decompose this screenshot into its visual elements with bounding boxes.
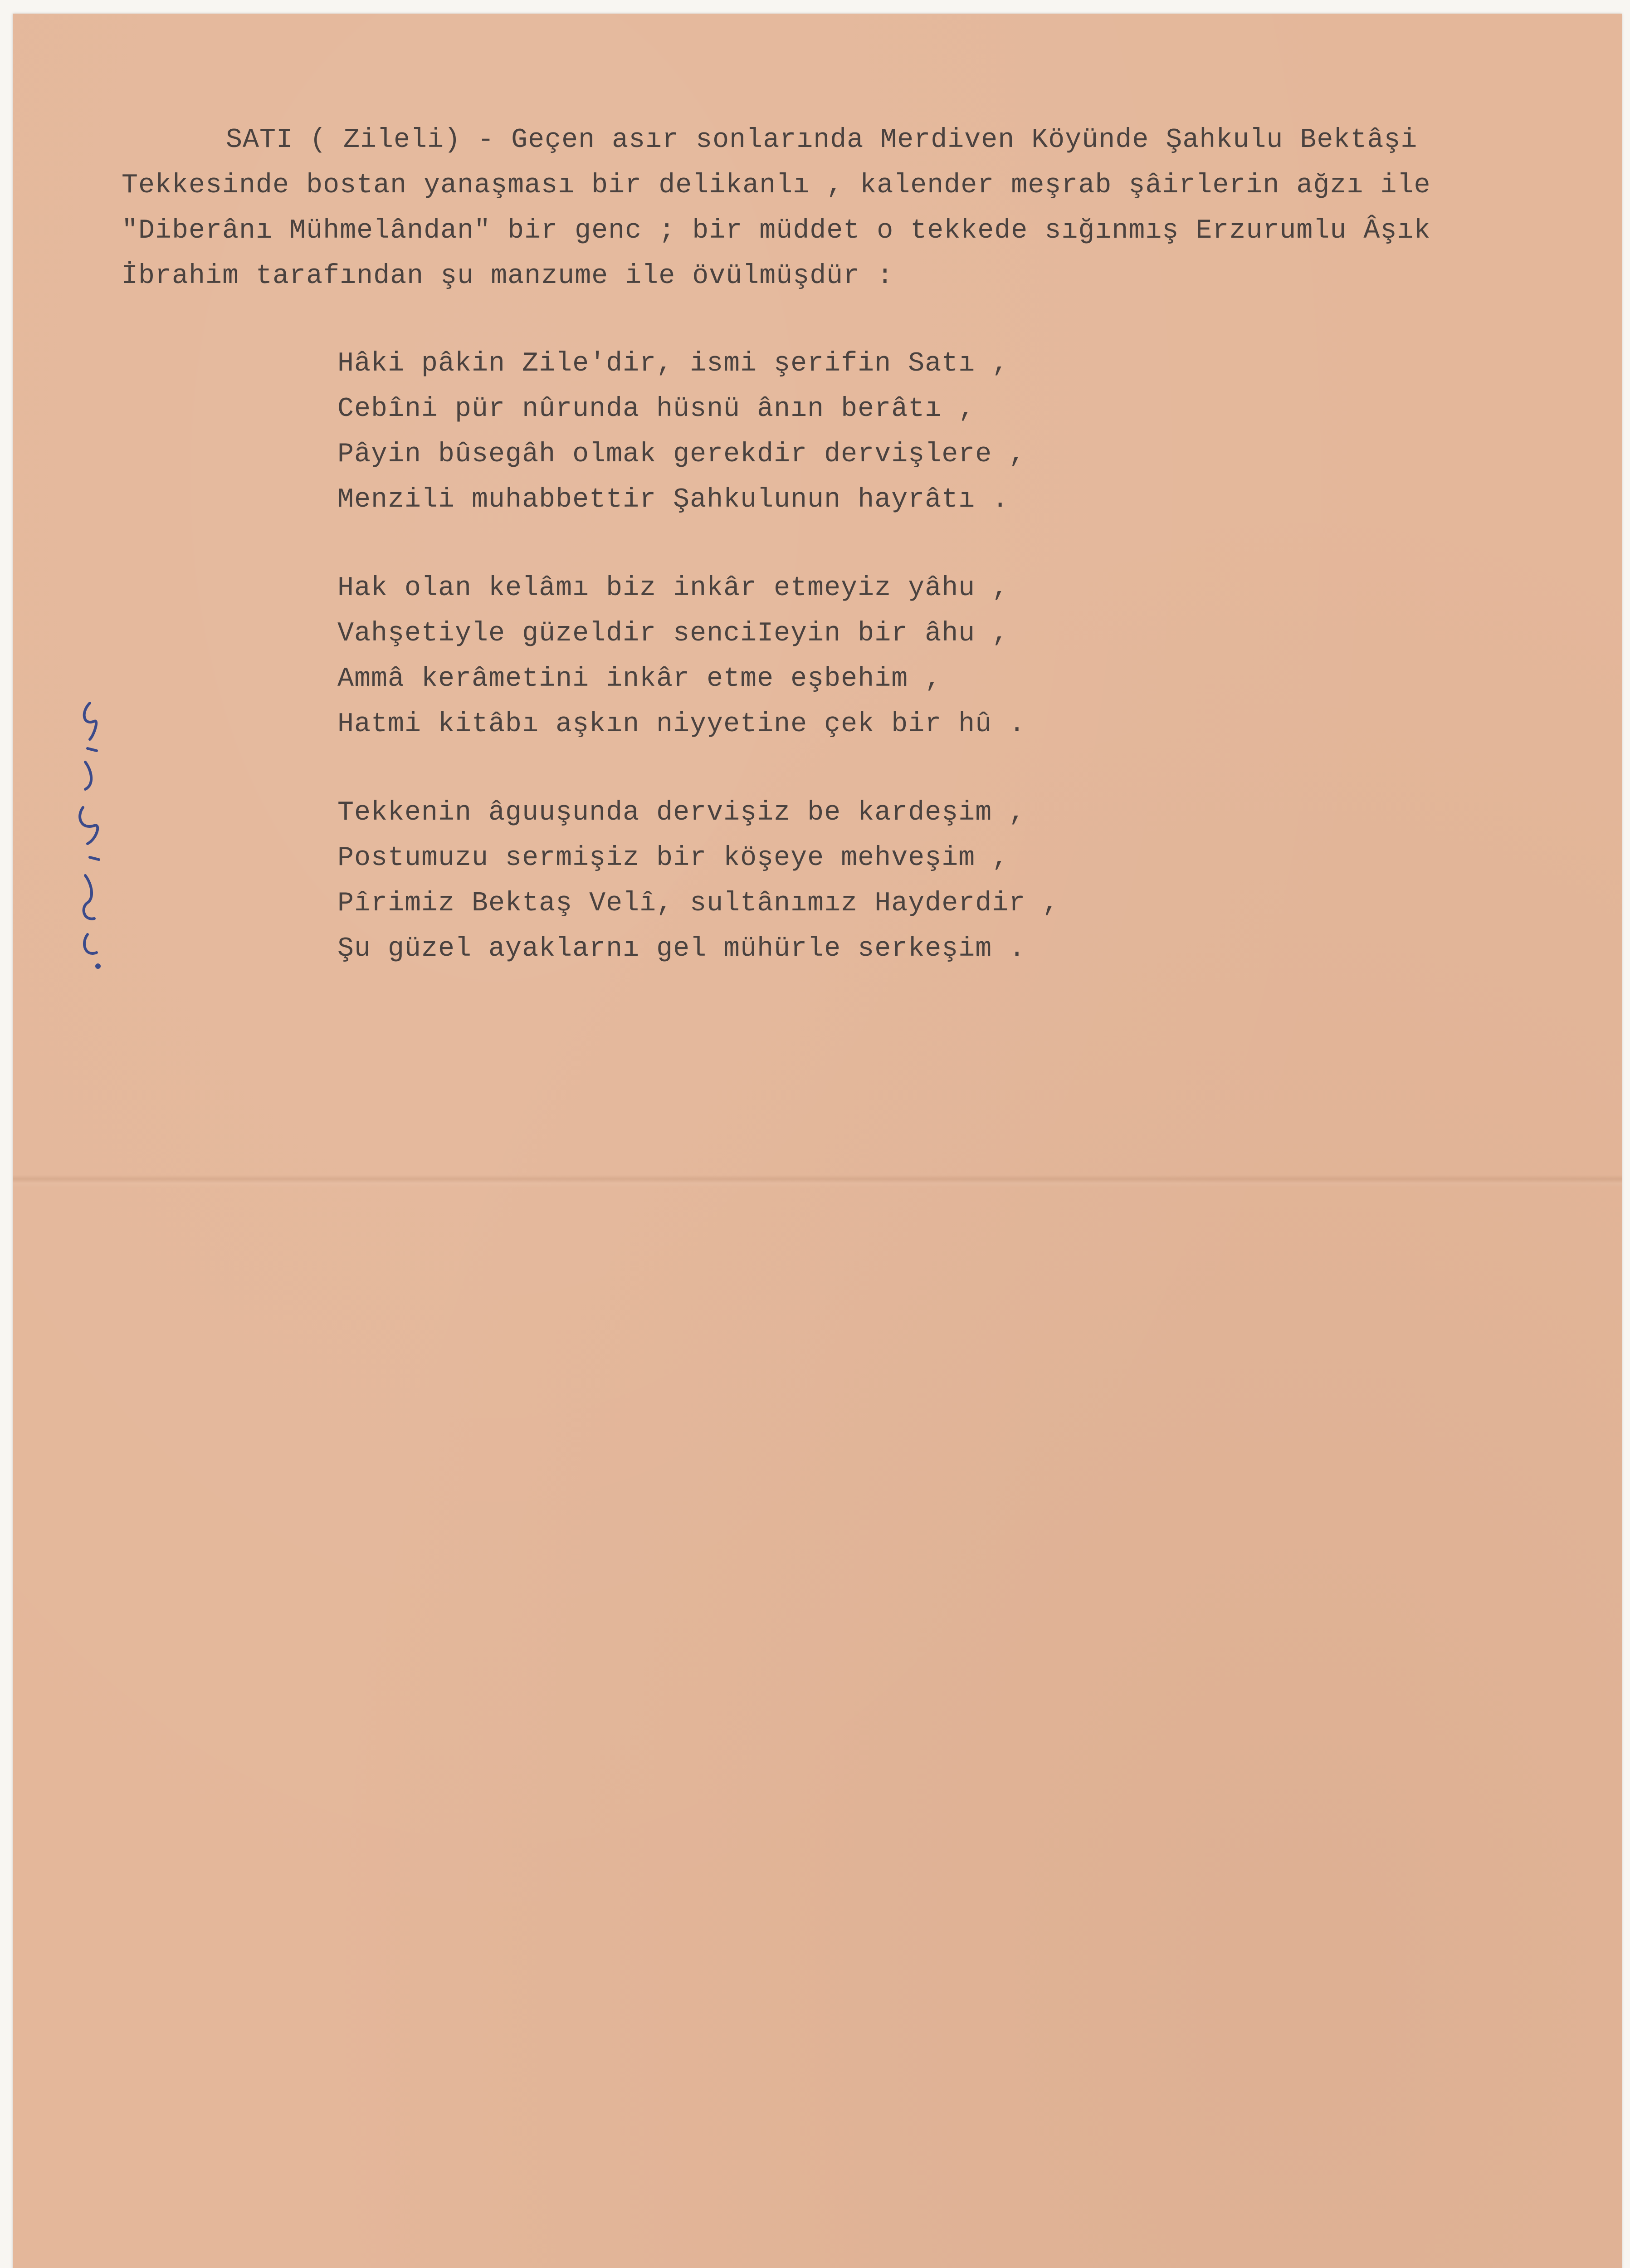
verse-line: Pîrimiz Bektaş Velî, sultânımız Hayderdir ,	[337, 888, 1059, 919]
intro-line: SATI ( Zileli) - Geçen asır sonlarında Merdiven Köyünde Şahkulu Bektâşi	[226, 125, 1418, 156]
verse-line: Hak olan kelâmı biz inkâr etmeyiz yâhu ,	[337, 573, 1009, 604]
verse-line: Vahşetiyle güzeldir senciIeyin bir âhu ,	[337, 618, 1009, 649]
stanza	[337, 566, 1059, 747]
intro-line: Tekkesinde bostan yanaşması bir delikanlı , kalender meşrab şâirlerin ağzı ile	[122, 170, 1431, 201]
document-sheet	[13, 14, 1622, 2268]
verse-line: Hâki pâkin Zile'dir, ismi şerifin Satı ,	[337, 348, 1009, 379]
stanza	[337, 790, 1059, 972]
stanza	[337, 341, 1059, 523]
verse-line: Hatmi kitâbı aşkın niyyetine çek bir hû .	[337, 709, 1026, 740]
verse-line: Cebîni pür nûrunda hüsnü ânın berâtı ,	[337, 394, 976, 425]
verse-line: Tekkenin âguuşunda dervişiz be kardeşim ,	[337, 797, 1026, 828]
intro-line: "Diberânı Mühmelândan" bir genc ; bir müddet o tekkede sığınmış Erzurumlu Âşık	[122, 215, 1431, 246]
poem	[337, 341, 1059, 1015]
intro-line: İbrahim tarafından şu manzume ile övülmüşdür :	[122, 261, 894, 292]
verse-line: Menzili muhabbettir Şahkulunun hayrâtı .	[337, 484, 1009, 515]
handwritten-margin-note-icon	[63, 694, 117, 975]
verse-line: Ammâ kerâmetini inkâr etme eşbehim ,	[337, 664, 942, 694]
verse-line: Pâyin bûsegâh olmak gerekdir dervişlere ,	[337, 439, 1026, 470]
verse-line: Şu güzel ayaklarnı gel mühürle serkeşim .	[337, 934, 1026, 964]
page-fold	[13, 1175, 1622, 1188]
verse-line: Postumuzu sermişiz bir köşeye mehveşim ,	[337, 843, 1009, 874]
